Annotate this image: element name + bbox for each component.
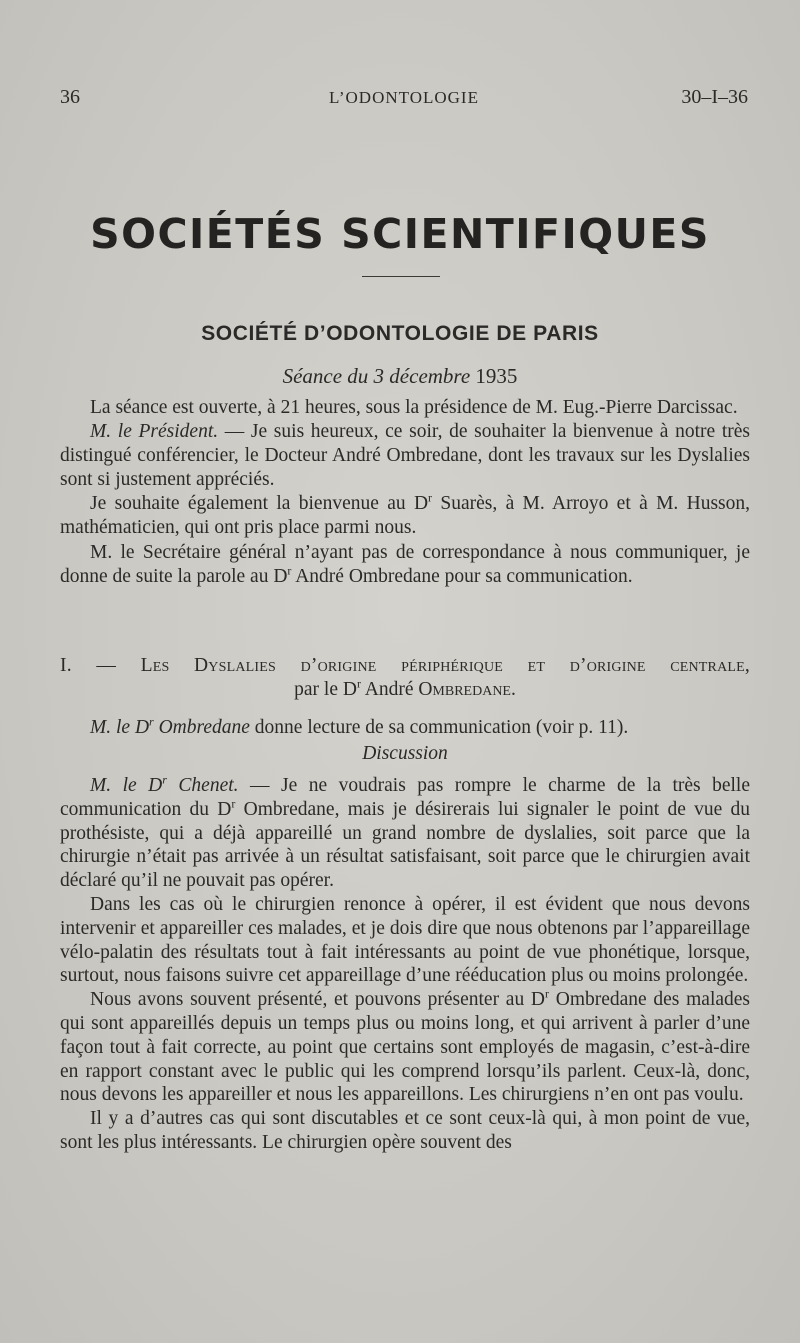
society-title: SOCIÉTÉ D’ODONTOLOGIE DE PARIS <box>201 322 599 345</box>
sup-r: r <box>356 676 361 691</box>
speaker-chenet: M. le $D^r$ Chenet. <box>90 772 239 796</box>
author-firstname: André <box>360 679 419 700</box>
session-year: 1935 <box>475 364 518 388</box>
secretary-text-b: André Ombredane pour sa communication. <box>291 565 633 587</box>
running-head <box>60 86 748 116</box>
session-date <box>0 364 800 389</box>
paragraph-welcome <box>60 492 750 540</box>
welcome-text-a: Je souhaite également la bienvenue au D <box>90 493 429 515</box>
paragraph-presented <box>60 988 750 1107</box>
journal-title: L’ODONTOLOGIE <box>329 88 479 107</box>
presented-text-b: Ombredane des malades qui sont appareillés depuis un temps plus ou moins long, et qui arrivent à parler d’une façon tout à fait correcte, au point que certains sont employés de magasin, c’est-à-dire en rapport constant avec le public qui les comprend lorsqu’ils parlent. Ceux-là, donc, nous devons les appareiller et nous les appareillons. Les chirurgiens n’en ont pas voulu. <box>60 989 751 1106</box>
issue-date: 30–I–36 <box>681 86 748 108</box>
speaker-ombredane: M. le $D^r$ Ombredane <box>90 714 250 738</box>
sup-r: r <box>231 796 236 811</box>
author-surname: Ombredane. <box>418 679 516 700</box>
paragraph-secretary <box>60 541 750 589</box>
communication-title-line1: I. — Les Dyslalies d’origine périphérique et d’origine centrale, <box>60 655 750 676</box>
paragraph-chenet <box>60 774 750 893</box>
lecture-block <box>60 716 750 766</box>
communication-title <box>60 654 750 702</box>
president-text: — Je suis heureux, ce soir, de souhaiter la bienvenue à notre très distingué conférencier, le Docteur André Ombredane, dont les travaux sur les Dyslalies sont si justement appréciés. <box>60 421 750 491</box>
sup-r: r <box>428 490 433 505</box>
sup-r: r <box>545 986 550 1001</box>
session-label: Séance du 3 décembre <box>282 364 471 388</box>
paragraph-opening: La séance est ouverte, à 21 heures, sous la présidence de M. Eug.-Pierre Darcissac. <box>90 397 738 418</box>
divider-rule <box>362 276 440 277</box>
chenet-text-a: — Je ne voudrais pas rompre le charme de la très belle communication du D <box>60 775 751 820</box>
page-number: 36 <box>60 86 80 108</box>
presented-text-a: Nous avons souvent présenté, et pouvons présenter au D <box>90 989 546 1011</box>
section-heading: SOCIÉTÉS SCIENTIFIQUES <box>90 210 710 258</box>
paragraph-cases: Dans les cas où le chirurgien renonce à opérer, il est évident que nous devons intervenir et appareiller ces malades, et je dois dire que nous obtenons par l’appareillage vélo-palatin des résultats tout à fait intéressants au point de vue phonétique, lorsque, surtout, nous faisons suivre cet appareillage d’une rééducation plus ou moins prolongée. <box>60 893 750 987</box>
author-prefix: par le D <box>294 679 357 700</box>
chenet-text-b: Ombredane, mais je désirerais lui signaler le point de vue du prothésiste, qui a déjà appareillé un grand nombre de dyslalies, soit parce que la chirurgie n’était pas arrivée à un résultat satisfaisant, soit parce que le chirurgien avait déclaré qu’il ne pouvait pas opérer. <box>60 798 751 892</box>
paragraph-other-cases: Il y a d’autres cas qui sont discutables et ce sont ceux-là qui, à mon point de vue, sont les plus intéressants. Le chirurgien opère souvent des <box>60 1108 750 1153</box>
secretary-text-a: M. le Secrétaire général n’ayant pas de correspondance à nous communiquer, je donne de suite la parole au D <box>60 541 750 587</box>
discussion-text <box>60 774 750 1155</box>
speaker-president: M. le Président. <box>90 421 219 443</box>
paragraph-lecture <box>60 716 750 740</box>
sup-r: r <box>287 563 292 578</box>
lecture-text: donne lecture de sa communication (voir p. 11). <box>249 717 629 738</box>
opening-text <box>60 396 750 589</box>
discussion-heading: Discussion <box>362 743 448 764</box>
communication-author <box>60 678 750 702</box>
paragraph-president <box>60 420 750 492</box>
welcome-text-b: Suarès, à M. Arroyo et à M. Husson, mathématicien, qui ont pris place parmi nous. <box>60 493 750 539</box>
